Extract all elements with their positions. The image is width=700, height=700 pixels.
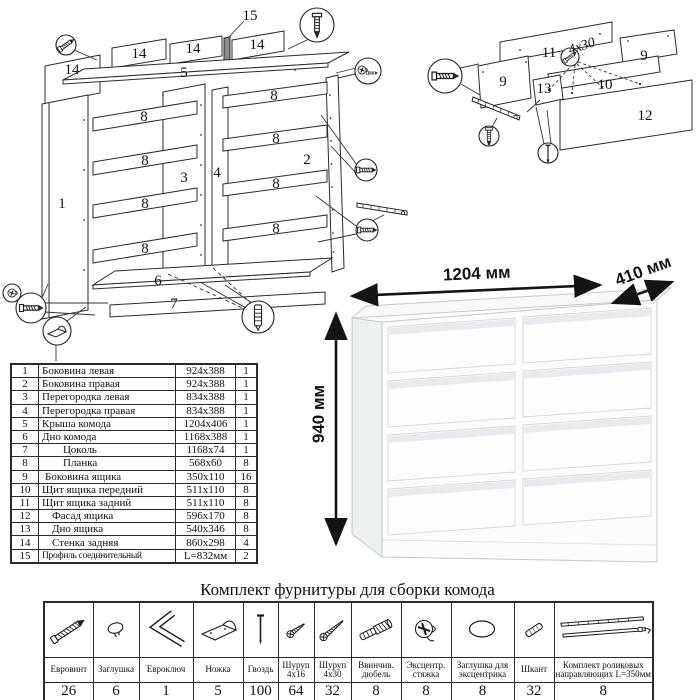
- part-qty: 1: [236, 417, 258, 430]
- part-name: Боковина ящика: [39, 470, 176, 483]
- hardware-icons-row: [44, 602, 653, 658]
- part-number: 5: [11, 417, 39, 430]
- part-qty: 8: [236, 483, 258, 496]
- hardware-qty: 32: [314, 683, 351, 700]
- part-name: Боковина левая: [39, 364, 176, 378]
- carcass-exploded-diagram: [3, 8, 407, 361]
- part-name: Планка: [39, 457, 176, 470]
- table-row: [11, 523, 257, 536]
- part-size: 350x110: [176, 470, 236, 483]
- hardware-name: Заглушка для эксцентрика: [451, 658, 514, 683]
- part-label: 10: [597, 77, 613, 93]
- table-row: [11, 404, 257, 417]
- hardware-qty: 8: [451, 683, 514, 700]
- part-label: 12: [637, 108, 653, 124]
- part-label: 8: [141, 196, 149, 212]
- table-row: [11, 536, 257, 549]
- part-name: Профиль соединительный: [39, 549, 176, 563]
- part-qty: 8: [236, 523, 258, 536]
- part-number: 4: [11, 404, 39, 417]
- hardware-name: Заглушка: [93, 658, 139, 683]
- part-qty: 1: [236, 430, 258, 443]
- part-label: 13: [536, 81, 552, 97]
- hardware-name: Шкант: [514, 658, 554, 683]
- cam-lock-icon: [401, 602, 451, 658]
- part-qty: 1: [236, 391, 258, 404]
- part-label: 14: [64, 62, 80, 78]
- part-qty: 16: [236, 470, 258, 483]
- part-name: Крыша комода: [39, 417, 176, 430]
- table-row: [11, 430, 257, 443]
- table-row: [11, 549, 257, 563]
- part-name: Щит ящика задний: [39, 496, 176, 509]
- part-size: 860x298: [176, 536, 236, 549]
- connecting-profile: [224, 37, 230, 61]
- part-size: 1168x74: [176, 444, 236, 457]
- part-label: 14: [185, 41, 201, 57]
- part-number: 15: [11, 549, 39, 563]
- part-qty: 8: [236, 510, 258, 523]
- drawer-slides-icon: [554, 602, 653, 658]
- euro-screw-icon: [44, 602, 93, 658]
- height-dimension-label: 940 мм: [309, 384, 328, 444]
- part-name: Боковина правая: [39, 378, 176, 391]
- hardware-qty: 6: [93, 683, 139, 700]
- part-label: 7: [170, 296, 178, 312]
- width-dimension-label: 1204 мм: [442, 262, 511, 285]
- part-number: 11: [11, 496, 39, 509]
- part-label: 8: [141, 153, 149, 169]
- hardware-qty: 26: [44, 683, 93, 700]
- part-size: 1204x406: [176, 417, 236, 430]
- part-label: 8: [272, 176, 280, 192]
- hardware-name: Ввинчив. дюбель: [351, 658, 401, 683]
- hardware-kit-title: Комплект фурнитуры для сборки комода: [200, 580, 495, 599]
- part-number: 6: [11, 430, 39, 443]
- hardware-name: Евровинт: [44, 658, 93, 683]
- part-qty: 1: [236, 444, 258, 457]
- part-label: 3: [180, 170, 188, 186]
- part-name: Перегородка левая: [39, 391, 176, 404]
- part-size: 568x60: [176, 457, 236, 470]
- drawer-slide-rail-icon: [357, 203, 407, 215]
- hardware-qty: 1: [139, 683, 193, 700]
- part-qty: 4: [236, 536, 258, 549]
- part-label: 8: [140, 109, 148, 125]
- hardware-kit-table: [43, 601, 654, 700]
- part-number: 8: [11, 457, 39, 470]
- table-row: [11, 483, 257, 496]
- hex-key-icon: [139, 602, 193, 658]
- hardware-name: Шуруп 4х16: [278, 658, 314, 683]
- part-label: 14: [249, 37, 265, 53]
- part-label: 15: [242, 8, 258, 24]
- dowel-icon: [367, 71, 378, 74]
- hardware-name: Гвоздь: [243, 658, 278, 683]
- part-size: 540x346: [176, 523, 236, 536]
- part-label: 2: [303, 152, 311, 168]
- screw-icon: [358, 227, 377, 233]
- cap-plug-icon: [93, 602, 139, 658]
- part-size: 1168x388: [176, 430, 236, 443]
- part-size: L=832мм: [176, 549, 236, 563]
- part-number: 3: [11, 391, 39, 404]
- parts-list-table: [10, 363, 258, 564]
- hardware-qty-row: [44, 683, 653, 700]
- hardware-qty: 8: [401, 683, 451, 700]
- part-name: Дно комода: [39, 430, 176, 443]
- part-qty: 1: [236, 378, 258, 391]
- part-qty: 1: [236, 364, 258, 378]
- hardware-qty: 8: [351, 683, 401, 700]
- plinth: [110, 292, 325, 317]
- part-number: 1: [11, 364, 39, 378]
- part-label: 14: [131, 46, 147, 62]
- part-label: 8: [141, 241, 149, 257]
- table-row: [11, 378, 257, 391]
- part-size: 834x388: [176, 404, 236, 417]
- part-name: Цоколь: [39, 444, 176, 457]
- part-label: 6: [154, 273, 162, 289]
- part-label: 9: [499, 74, 507, 90]
- part-size: 596x170: [176, 510, 236, 523]
- table-row: [11, 364, 257, 378]
- table-row: [11, 444, 257, 457]
- part-qty: 8: [236, 457, 258, 470]
- table-row: [11, 470, 257, 483]
- table-row: [11, 391, 257, 404]
- part-label: 8: [270, 88, 278, 104]
- screw-icon: [278, 602, 314, 658]
- hardware-qty: 64: [278, 683, 314, 700]
- part-label: 1: [58, 196, 66, 212]
- depth-dimension-label: 410 мм: [612, 251, 674, 290]
- hardware-qty: 32: [514, 683, 554, 700]
- euro-screw-icon: [432, 72, 458, 80]
- euro-screw-icon: [357, 167, 376, 173]
- screw-size-note: 4х30: [566, 35, 598, 59]
- part-number: 7: [11, 444, 39, 457]
- part-label: 9: [640, 48, 648, 64]
- hardware-name: Эксцентр. стяжка: [401, 658, 451, 683]
- part-label: 8: [272, 131, 280, 147]
- table-row: [11, 510, 257, 523]
- hardware-name: Шуруп 4х30: [314, 658, 351, 683]
- hardware-qty: 100: [243, 683, 278, 700]
- part-name: Стенка задняя: [39, 536, 176, 549]
- part-name: Фасад ящика: [39, 510, 176, 523]
- drawer-exploded-diagram: [428, 22, 692, 163]
- part-label: 5: [180, 65, 188, 81]
- part-label: 4: [213, 165, 221, 181]
- part-qty: 2: [236, 549, 258, 563]
- part-number: 12: [11, 510, 39, 523]
- table-row: [11, 496, 257, 509]
- hardware-name: Комплект роликовых направляющих L=350мм: [554, 658, 653, 683]
- part-name: Дно ящика: [39, 523, 176, 536]
- euro-screw-icon: [20, 305, 43, 312]
- part-name: Щит ящика передний: [39, 483, 176, 496]
- part-number: 14: [11, 536, 39, 549]
- dowel-pin-icon: [514, 602, 554, 658]
- drawer-facade: [560, 80, 692, 150]
- hardware-qty: 8: [554, 683, 653, 700]
- foot-icon: [193, 602, 243, 658]
- table-row: [11, 457, 257, 470]
- nail-icon: [243, 602, 278, 658]
- part-name: Перегородка правая: [39, 404, 176, 417]
- part-number: 2: [11, 378, 39, 391]
- part-size: 511x110: [176, 496, 236, 509]
- part-label: 8: [272, 221, 280, 237]
- side-panel-right: [326, 75, 344, 272]
- part-size: 924x388: [176, 364, 236, 378]
- hardware-qty: 5: [193, 683, 243, 700]
- cam-cap-icon: [451, 602, 514, 658]
- hardware-name: Евроключ: [139, 658, 193, 683]
- screw-dowel-icon: [351, 602, 401, 658]
- hardware-name: Ножка: [193, 658, 243, 683]
- screw-icon: [314, 602, 351, 658]
- hardware-names-row: [44, 658, 653, 683]
- part-number: 13: [11, 523, 39, 536]
- part-size: 511x110: [176, 483, 236, 496]
- part-number: 10: [11, 483, 39, 496]
- table-row: [11, 417, 257, 430]
- part-qty: 1: [236, 404, 258, 417]
- part-size: 924x388: [176, 378, 236, 391]
- dresser-render: [352, 288, 671, 562]
- part-size: 834x388: [176, 391, 236, 404]
- part-label: 11: [541, 45, 557, 61]
- part-qty: 8: [236, 496, 258, 509]
- part-number: 9: [11, 470, 39, 483]
